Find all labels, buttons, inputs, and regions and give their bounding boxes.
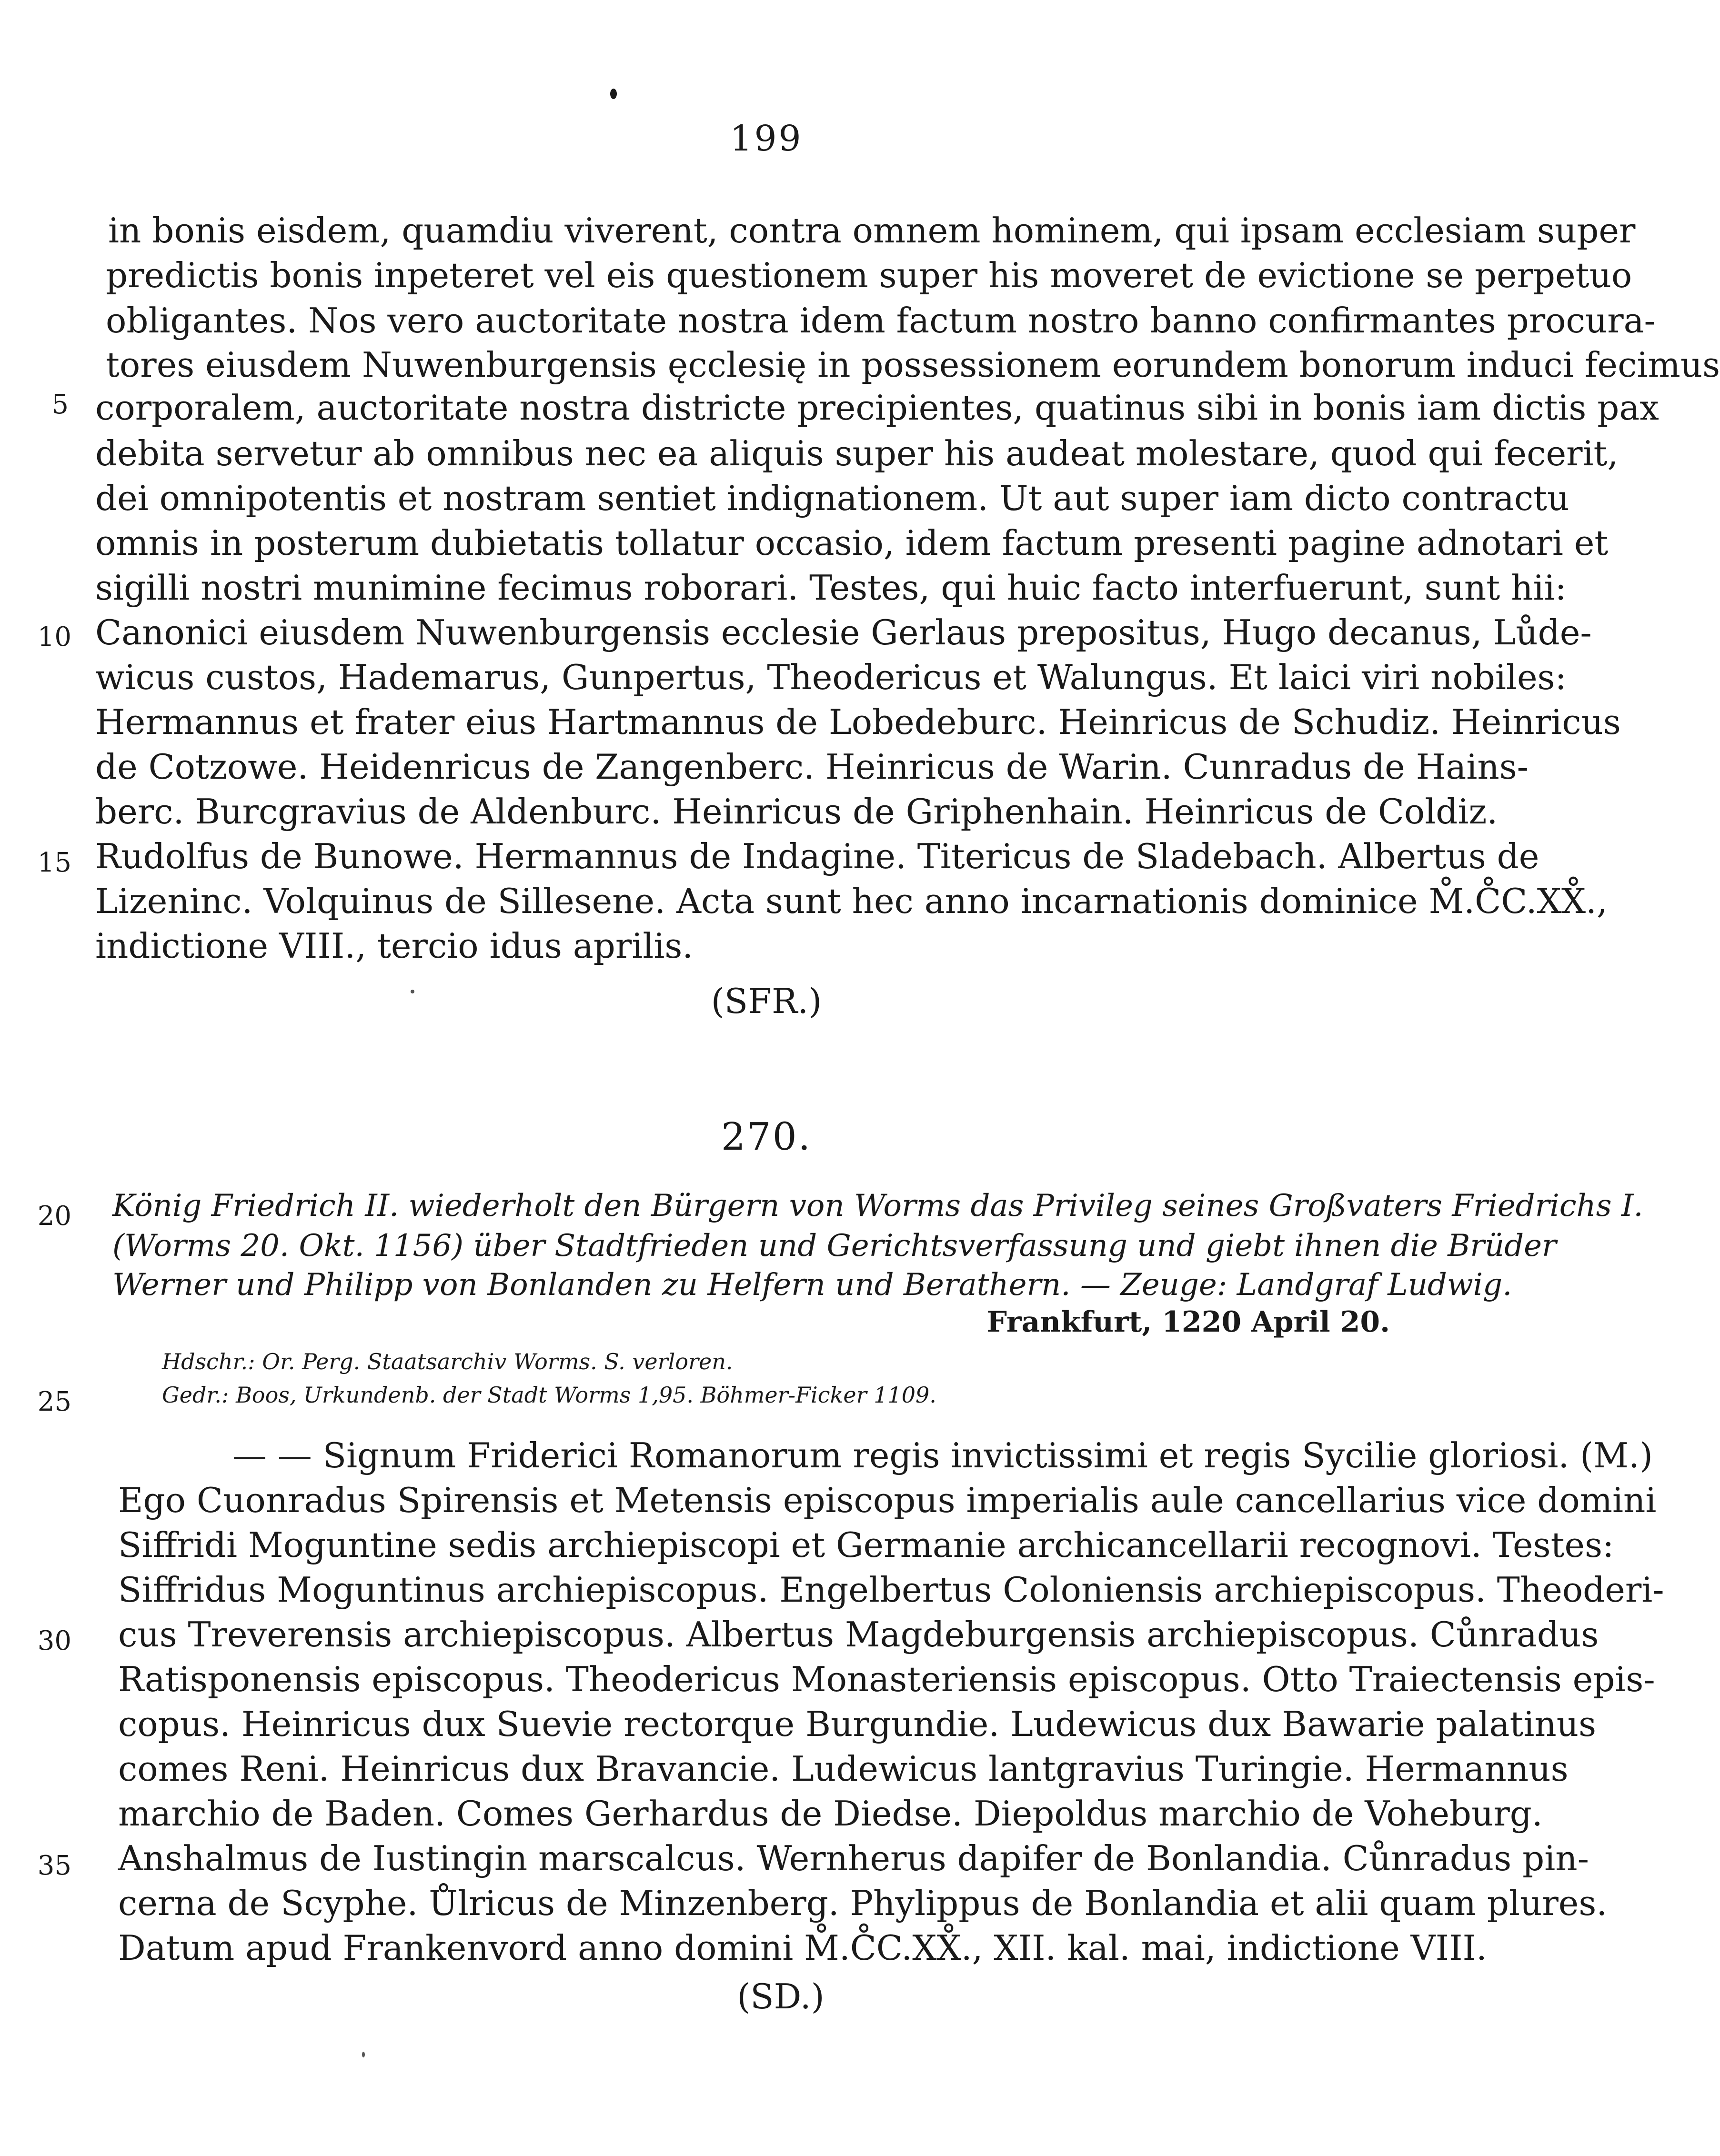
regest-line: (Worms 20. Okt. 1156) über Stadtfrieden und Gerichtsverfassung und giebt ihnen die Brüder <box>112 1228 1557 1264</box>
text-line: Lizeninc. Volquinus de Sillesene. Acta sunt hec anno incarnationis dominice M̊.C̊C.XX̊., <box>95 881 1608 921</box>
line-number: 30 <box>37 1625 71 1656</box>
text-line: sigilli nostri munimine fecimus roborari. Testes, qui huic facto interfuerunt, sunt hii: <box>95 568 1567 608</box>
text-line: — — Signum Friderici Romanorum regis invictissimi et regis Sycilie gloriosi. (M.) <box>232 1435 1653 1475</box>
page-number: 199 <box>730 118 803 159</box>
line-number: 25 <box>37 1386 71 1417</box>
print-speck <box>362 2052 365 2057</box>
text-line: debita servetur ab omnibus nec ea aliquis super his audeat molestare, quod qui fecerit, <box>95 433 1619 473</box>
text-line: wicus custos, Hademarus, Gunpertus, Theodericus et Walungus. Et laici viri nobiles: <box>95 657 1567 697</box>
line-number: 20 <box>37 1201 71 1232</box>
text-line: predictis bonis inpeteret vel eis questionem super his moveret de evictione se perpetuo <box>106 255 1632 295</box>
date-place: Frankfurt, 1220 April 20. <box>986 1305 1390 1339</box>
source-print: Gedr.: Boos, Urkundenb. der Stadt Worms 1,95. Böhmer-Ficker 1109. <box>162 1382 936 1408</box>
siglum: (SFR.) <box>711 981 822 1021</box>
text-line: Siffridus Moguntinus archiepiscopus. Engelbertus Coloniensis archiepiscopus. Theoderi- <box>118 1570 1664 1610</box>
text-line: corporalem, auctoritate nostra districte precipientes, quatinus sibi in bonis iam dictis pax <box>95 388 1659 428</box>
source-manuscript: Hdschr.: Or. Perg. Staatsarchiv Worms. S. verloren. <box>162 1349 733 1374</box>
text-line: Ego Cuonradus Spirensis et Metensis episcopus imperialis aule cancellarius vice domini <box>118 1480 1657 1520</box>
regest-line: König Friedrich II. wiederholt den Bürgern von Worms das Privileg seines Großvaters Friedrichs I. <box>112 1188 1643 1223</box>
line-number: 35 <box>37 1850 71 1881</box>
text-line: Canonici eiusdem Nuwenburgensis ecclesie Gerlaus prepositus, Hugo decanus, Lůde- <box>95 612 1592 652</box>
text-line: Siffridi Moguntine sedis archiepiscopi et Germanie archicancellarii recognovi. Testes: <box>118 1525 1614 1565</box>
line-number: 15 <box>37 847 71 878</box>
text-line: de Cotzowe. Heidenricus de Zangenberc. Heinricus de Warin. Cunradus de Hains- <box>95 747 1529 787</box>
text-line: cerna de Scyphe. Ůlricus de Minzenberg. Phylippus de Bonlandia et alii quam plures. <box>118 1883 1608 1923</box>
text-line: copus. Heinricus dux Suevie rectorque Burgundie. Ludewicus dux Bawarie palatinus <box>118 1704 1597 1744</box>
text-line: indictione VIII., tercio idus aprilis. <box>95 926 694 966</box>
text-line: Ratisponensis episcopus. Theodericus Monasteriensis episcopus. Otto Traiectensis epis- <box>118 1659 1655 1699</box>
text-line: tores eiusdem Nuwenburgensis ęcclesię in possessionem eorundem bonorum induci fecimus <box>106 345 1720 385</box>
text-line: Hermannus et frater eius Hartmannus de Lobedeburc. Heinricus de Schudiz. Heinricus <box>95 702 1621 742</box>
line-number: 10 <box>37 622 71 652</box>
regest-line: Werner und Philipp von Bonlanden zu Helfern und Berathern. — Zeuge: Landgraf Ludwig. <box>112 1267 1512 1303</box>
siglum: (SD.) <box>737 1976 825 2016</box>
text-line: berc. Burcgravius de Aldenburc. Heinricus de Griphenhain. Heinricus de Coldiz. <box>95 792 1498 832</box>
text-line: obligantes. Nos vero auctoritate nostra idem factum nostro banno confirmantes procura- <box>106 301 1656 341</box>
text-line: comes Reni. Heinricus dux Bravancie. Ludewicus lantgravius Turingie. Hermannus <box>118 1749 1569 1789</box>
text-line: in bonis eisdem, quamdiu viverent, contra omnem hominem, qui ipsam ecclesiam super <box>108 211 1636 251</box>
line-number: 5 <box>51 389 69 420</box>
text-line: dei omnipotentis et nostram sentiet indignationem. Ut aut super iam dicto contractu <box>95 478 1569 518</box>
printer-mark <box>610 89 617 99</box>
text-line: Rudolfus de Bunowe. Hermannus de Indagine. Titericus de Sladebach. Albertus de <box>95 836 1539 876</box>
text-line: Datum apud Frankenvord anno domini M̊.C̊C.XX̊., XII. kal. mai, indictione VIII. <box>118 1928 1487 1968</box>
document-number: 270. <box>721 1114 812 1159</box>
text-line: omnis in posterum dubietatis tollatur occasio, idem factum presenti pagine adnotari et <box>95 523 1609 563</box>
text-line: cus Treverensis archiepiscopus. Albertus Magdeburgensis archiepiscopus. Cůnradus <box>118 1614 1599 1655</box>
text-line: Anshalmus de Iustingin marscalcus. Wernherus dapifer de Bonlandia. Cůnradus pin- <box>118 1838 1589 1878</box>
text-line: marchio de Baden. Comes Gerhardus de Diedse. Diepoldus marchio de Voheburg. <box>118 1794 1543 1834</box>
